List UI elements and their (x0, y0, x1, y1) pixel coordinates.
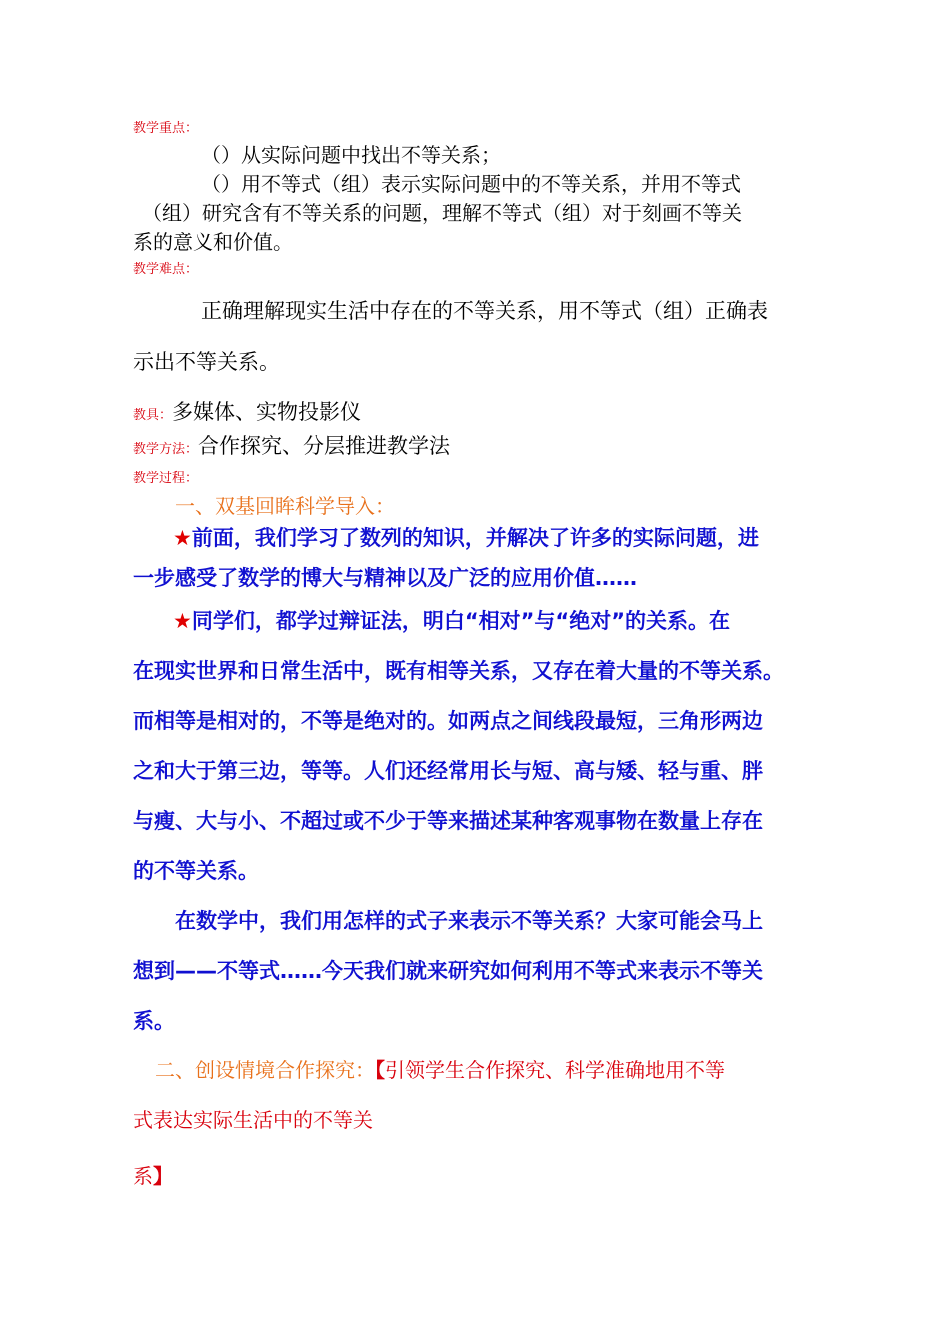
difficulty-line-1: 正确理解现实生活中存在的不等关系，用不等式（组）正确表 (201, 299, 768, 323)
para2-line-1: ★同学们，都学过辩证法，明白“相对”与“绝对”的关系。在 (173, 609, 731, 633)
section1-heading: 一、双基回眸科学导入： (175, 494, 395, 518)
para1-line-2: 一步感受了数学的博大与精神以及广泛的应用价值…… (133, 566, 637, 590)
difficulties-label: 教学难点： (133, 262, 199, 277)
key-points-label: 教学重点： (133, 121, 199, 136)
para2-line-3: 而相等是相对的，不等是绝对的。如两点之间线段最短，三角形两边 (133, 709, 763, 733)
para3-line-3: 系。 (133, 1009, 175, 1033)
section2-heading-row (155, 1054, 725, 1083)
section2-note-line-1: 引领学生合作探究、科学准确地用不等 (385, 1058, 725, 1082)
methods-label: 教学方法： (133, 442, 199, 457)
key-point-line-1: （）从实际问题中找出不等关系； (201, 143, 501, 167)
tools-row (133, 396, 361, 426)
star-icon: ★ (173, 609, 192, 633)
key-point-line-4: 系的意义和价值。 (133, 230, 293, 254)
bracket-open: 【 (375, 1058, 385, 1082)
para3-line-1: 在数学中，我们用怎样的式子来表示不等关系？大家可能会马上 (175, 909, 763, 933)
key-point-line-2: （）用不等式（组）表示实际问题中的不等关系，并用不等式 (201, 172, 741, 196)
para2-line-2: 在现实世界和日常生活中，既有相等关系，又存在着大量的不等关系。 (133, 659, 784, 683)
methods-row (133, 430, 450, 460)
para2-line-4: 之和大于第三边，等等。人们还经常用长与短、高与矮、轻与重、胖 (133, 759, 763, 783)
section2-heading: 二、创设情境合作探究： (155, 1058, 375, 1082)
key-point-line-3: （组）研究含有不等关系的问题，理解不等式（组）对于刻画不等关 (142, 201, 742, 225)
star-icon: ★ (173, 526, 192, 550)
section2-note-line-3: 系 (133, 1164, 153, 1188)
para1-line-1: ★前面，我们学习了数列的知识，并解决了许多的实际问题，进 (173, 526, 759, 550)
tools-value: 多媒体、实物投影仪 (172, 400, 362, 424)
tools-label: 教具： (133, 408, 173, 423)
bracket-close: 】 (153, 1164, 173, 1188)
process-label: 教学过程： (133, 471, 199, 486)
para2-line-5: 与瘦、大与小、不超过或不少于等来描述某种客观事物在数量上存在 (133, 809, 763, 833)
difficulty-line-2: 示出不等关系。 (133, 350, 280, 374)
para2-line-6: 的不等关系。 (133, 859, 259, 883)
section2-note-line-3-row (133, 1160, 173, 1189)
methods-value: 合作探究、分层推进教学法 (198, 434, 451, 458)
section2-note-line-2: 式表达实际生活中的不等关 (133, 1108, 373, 1132)
para3-line-2: 想到——不等式……今天我们就来研究如何利用不等式来表示不等关 (133, 959, 763, 983)
